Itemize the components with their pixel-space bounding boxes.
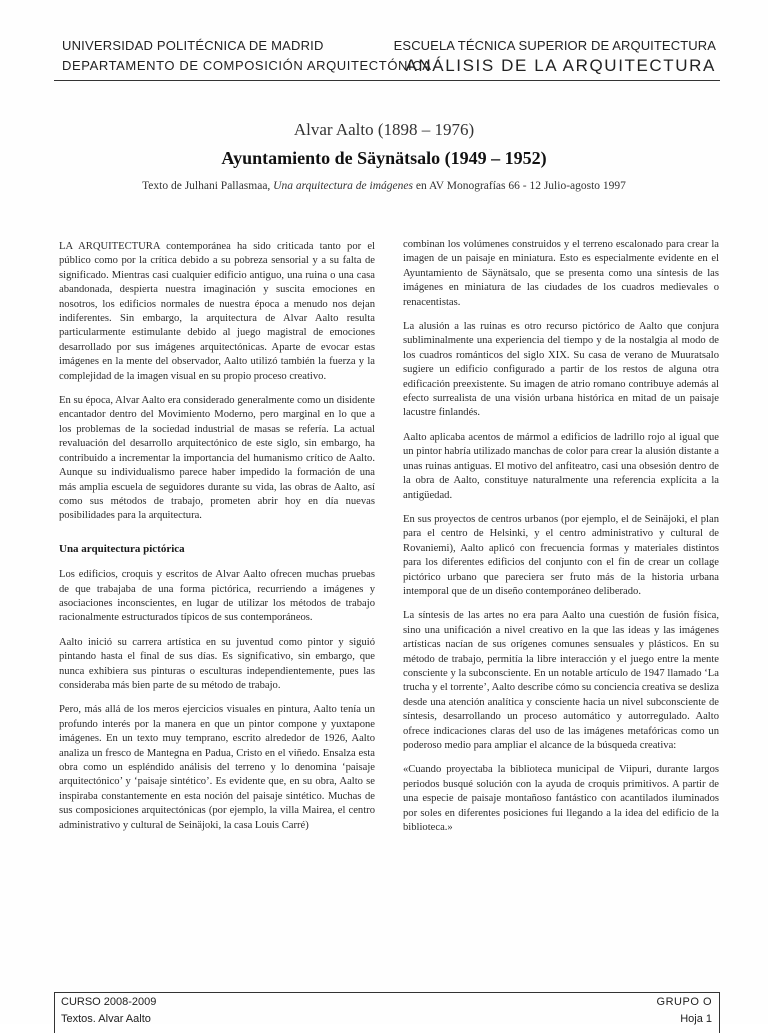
paragraph: Los edificios, croquis y escritos de Alvar Aalto ofrecen muchas pruebas de que trabajaba de una forma pictórica, recurriendo a imágenes y asociaciones inconscientes, en lugar de utilizar los métodos de trabajo racionalmente estructurados típicos de sus contemporáneos. — [59, 569, 375, 624]
work-title: Ayuntamiento de Säynätsalo (1949 – 1952) — [221, 148, 547, 168]
paragraph: Aalto aplicaba acentos de mármol a edificios de ladrillo rojo al igual que un pintor habría utilizado manchas de color para crear la alusión distante a unas ruinas antiguas. El motivo del anfiteatro, casi una obsesión dentro de la obra de Aalto, constituye naturalmente una referencia explícita a la antigüedad. — [403, 431, 719, 501]
paragraph: La alusión a las ruinas es otro recurso pictórico de Aalto que conjura subliminalmente una experiencia del tiempo y de la nostalgia al modo de los cuadros románticos del siglo XIX. Su casa de verano de Muuratsalo sugiere un edificio configurado a partir de los restos de alguna otra edificación preexistente. Su imagen de atrio romano contribuye además al efecto surrealista de una visión urbana histórica en mitad de un paisaje lacustre finlandés. — [403, 321, 719, 419]
left-column — [59, 240, 375, 843]
paragraph: En su época, Alvar Aalto era considerado generalmente como un disidente encantador dentro del Movimiento Moderno, pero marginal en lo que a los problemas de la sociedad industrial de masas se refería. La actual revaluación del desarrollo arquitectónico de este siglo, sin embargo, ha contribuido a incrementar la importancia del humanismo crítico de Aalto. Aunque su individualismo parece haber impedido la formación de una más amplia escuela de seguidores durante su vida, las obras de Aalto, así como sus métodos de trabajo, prometen abrir hoy en día nuevas posibilidades para la arquitectura. — [59, 395, 375, 522]
source-book: Una arquitectura de imágenes — [273, 180, 413, 192]
source-suffix: en AV Monografías 66 - 12 Julio-agosto 1997 — [412, 180, 626, 192]
subject-title: ANÁLISIS DE LA ARQUITECTURA — [405, 56, 716, 75]
paragraph: Aalto inició su carrera artística en su juventud como pintor y siguió pintando hasta el final de sus días. Es significativo, sin embargo, que nunca exhibiera sus pinturas o esculturas independientemente, pues las consideraba más bien parte de su método de trabajo. — [59, 636, 375, 691]
school-name: ESCUELA TÉCNICA SUPERIOR DE ARQUITECTURA — [393, 38, 716, 53]
texts-label: Textos. Alvar Aalto — [61, 1013, 151, 1025]
quote-paragraph: «Cuando proyectaba la biblioteca municipal de Viipuri, durante largos periodos busqué solución con la ayuda de croquis primitivos. A partir de una especie de paisaje montañoso fantástico con acantilados iluminados por soles en diferentes posiciones fui llegando a la idea del edificio de la biblioteca.» — [403, 764, 719, 834]
paragraph: LA ARQUITECTURA contemporánea ha sido criticada tanto por el público como por la crítica debido a su pobreza sensorial y a su falta de significado. Mientras casi cualquier edificio antiguo, una ruina o una casa abandonada, despierta nuestra imaginación y suscita emociones en nosotros, los edificios normales de nuestra época a menudo nos dejan indiferentes. Sin embargo, la arquitectura de Alvar Aalto resulta particularmente estimulante debido al juego magistral de emociones desarrollado por sus imágenes arquitectónicas. Aparte de evocar estas imágenes en la mente del observador, Aalto utilizó también la fuerza y la complejidad de la imagen visual en su propio proceso creativo. — [59, 241, 375, 382]
right-column — [403, 238, 719, 845]
source-prefix: Texto de Julhani Pallasmaa, — [142, 180, 274, 192]
paragraph: En sus proyectos de centros urbanos (por ejemplo, el de Seinäjoki, el plan para el centro de Helsinki, y el centro administrativo y cultural de Rovaniemi), Aalto aplicó con frecuencia formas y materiales distintos para los diferentes edificios del conjunto con el fin de crear un collage pictórico urbano que pareciera ser fruto más de la historia urbana intemporal que de un diseño contemporáneo deliberado. — [403, 513, 719, 597]
paragraph: La síntesis de las artes no era para Aalto una cuestión de fusión física, sino una unificación a nivel creativo en la que las ideas y las imágenes artísticas nacían de sus orígenes comunes sensuales y plásticos. En su método de trabajo, permitía la libre interacción y el juego entre la mente consciente y la subconsciente. En un notable artículo de 1947 llamado ‘La trucha y el torrente’, Aalto describe cómo su conciencia creativa se desliza desde una atención analítica y consciente hacia un nivel subconsciente de síntesis, desarrollando un proceso automático y autorregulado. Aalto ofrece indicaciones claras del uso de las imágenes metafóricas como un poderoso medio para ampliar el alcance de la búsqueda creativa: — [403, 610, 719, 751]
department-name: DEPARTAMENTO DE COMPOSICIÓN ARQUITECTÓNICA — [62, 58, 432, 73]
university-name: UNIVERSIDAD POLITÉCNICA DE MADRID — [62, 38, 324, 53]
source-citation — [0, 180, 768, 192]
sheet-label: Hoja 1 — [680, 1013, 712, 1025]
group-label: GRUPO O — [656, 996, 712, 1008]
course-label: CURSO 2008-2009 — [61, 996, 157, 1008]
section-heading: Una arquitectura pictórica — [59, 542, 185, 555]
paragraph: Pero, más allá de los meros ejercicios visuales en pintura, Aalto tenía un profundo interés por la manera en que un pintor compone y yuxtapone imágenes. En un texto muy temprano, escrito alrededor de 1926, Aalto analiza un fresco de Mantegna en Padua, Cristo en el viñedo. Ensalza esta obra como un espléndido análisis del terreno y lo denomina ‘paisaje arquitectónico’ y ‘paisaje sintético’. Es evidente que, en su obra, Aalto se inspiraba constantemente en esta noción del paisaje sintético. Muchas de sus composiciones arquitectónicas (por ejemplo, la villa Mairea, el centro administrativo y cultural de Seinäjoki, la casa Louis Carré) — [59, 704, 375, 831]
author-title: Alvar Aalto (1898 – 1976) — [293, 120, 475, 139]
paragraph: combinan los volúmenes construidos y el terreno escalonado para crear la imagen de un paisaje en miniatura. Esto es especialmente evidente en el Ayuntamiento de Säynätsalo, que se presenta como una síntesis de las imágenes en miniatura de las ciudades de los cuadros medievales o renacentistas. — [403, 239, 719, 308]
header-divider — [54, 80, 720, 81]
